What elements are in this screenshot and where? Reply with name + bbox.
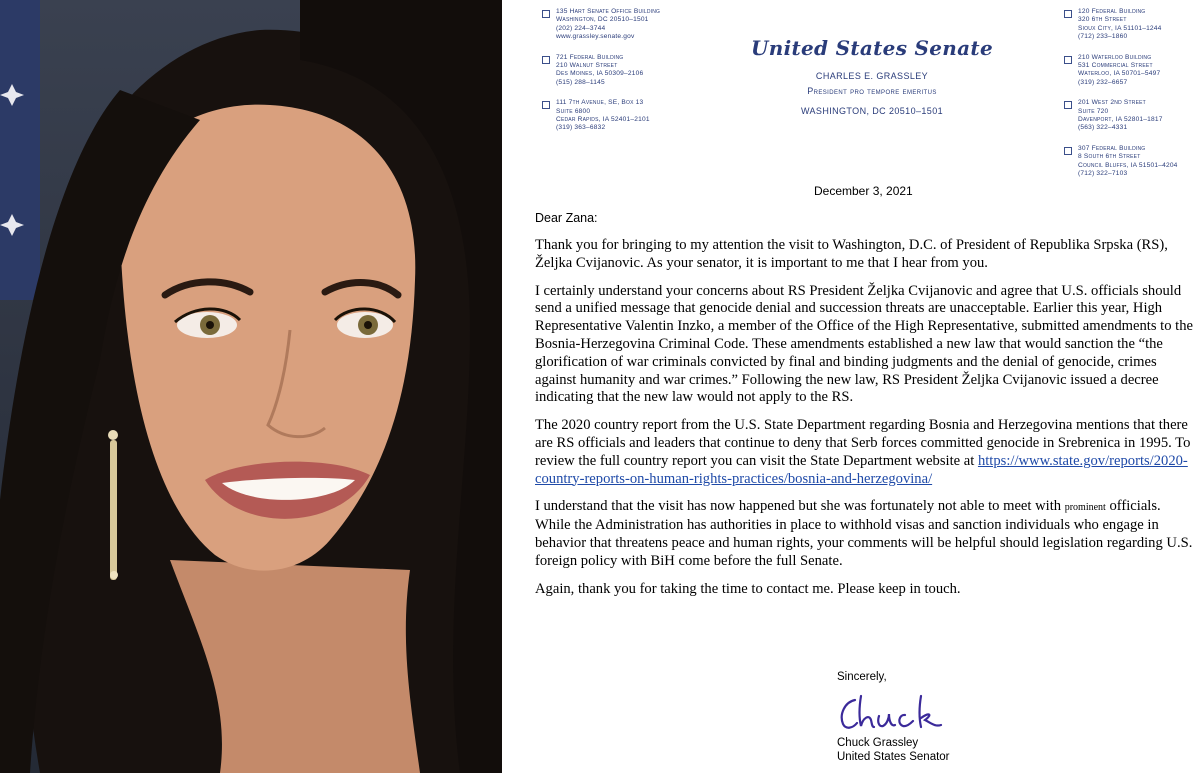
office-address: 120 Federal Building 320 6th Street Sioux City, IA 51101–1244 (712) 233–1860 (1064, 8, 1178, 42)
portrait-illustration (0, 0, 502, 773)
office-address: 210 Waterloo Building 531 Commercial Street Waterloo, IA 50701–5497 (319) 232–6657 (1064, 54, 1178, 88)
office-list-left (542, 8, 660, 145)
signature (837, 690, 947, 734)
senate-location: WASHINGTON, DC 20510–1501 (800, 106, 944, 116)
letterhead (722, 36, 1022, 118)
office-address: 721 Federal Building 210 Walnut Street Des Moines, IA 50309–2106 (515) 288–1145 (542, 54, 660, 88)
office-address: 135 Hart Senate Office Building Washington, DC 20510–1501 (202) 224–3744 www.grassley.senate.gov (542, 8, 660, 42)
letter-date: December 3, 2021 (814, 184, 913, 198)
paragraph: The 2020 country report from the U.S. State Department regarding Bosnia and Herzegovina mentions that there are RS officials and leaders that continue to deny that Serb forces committed genocide in Srebrenica in 1995. To review the full country report you can visit the State Department website at https://www.state.gov/reports/2020-country-reports-on-human-rights-practices/bosnia-and-herzegovina/ (535, 417, 1191, 487)
senate-letter (502, 0, 1200, 773)
flag-background (0, 0, 40, 300)
checkbox-icon (542, 56, 550, 64)
paragraph: I understand that the visit has now happened but she was fortunately not able to meet with prominent officials. While the Administration has authorities in place to withhold visas and sanction individuals who engage in behavior that threatens peace and human rights, your comments will be helpful should legislation regarding U.S. foreign policy with BiH come before the full Senate. (535, 498, 1193, 569)
signer-name: Chuck Grassley (837, 737, 919, 749)
state-department-link[interactable]: https://www.state.gov/reports/2020-country-reports-on-human-rights-practices/bosnia-and-herzegovina/ (535, 452, 1188, 487)
senator-name: CHARLES E. GRASSLEY (815, 71, 929, 81)
checkbox-icon (1064, 10, 1072, 18)
office-address: 201 West 2nd Street Suite 720 Davenport, IA 52801–1817 (563) 322–4331 (1064, 99, 1178, 133)
paragraph: I certainly understand your concerns about RS President Željka Cvijanovic and agree that U.S. officials should send a unified message that genocide denial and succession threats are unacceptable. Earlier this year, High Representative Valentin Inzko, a member of the Office of the High Representative, submitted amendments to the Bosnia-Herzegovina Criminal Code. These amendments established a new law that would sanction the “the glorification of war criminals convicted by final and binding judgments and the denial of genocide, crimes against humanity and war crimes.” Following the new law, RS President Željka Cvijanovic issued a decree indicating that the new law would not apply to the RS. (535, 282, 1194, 406)
checkbox-icon (1064, 56, 1072, 64)
portrait-photo (0, 0, 502, 773)
checkbox-icon (1064, 101, 1072, 109)
paragraph: Thank you for bringing to my attention the visit to Washington, D.C. of President of Republika Srpska (RS), Željka Cvijanovic. As your senator, it is important to me that I hear from you. (535, 237, 1168, 271)
checkbox-icon (542, 10, 550, 18)
valediction: Sincerely, (837, 671, 887, 683)
senator-position: President pro tempore emeritus (807, 86, 937, 96)
letter-body (535, 237, 1197, 608)
paragraph: Again, thank you for taking the time to contact me. Please keep in touch. (535, 580, 961, 597)
office-address: 111 7th Avenue, SE, Box 13 Suite 6800 Cedar Rapids, IA 52401–2101 (319) 363–6832 (542, 99, 660, 133)
letterhead-title: United States Senate (751, 36, 993, 60)
signer-title: United States Senator (837, 751, 950, 763)
checkbox-icon (542, 101, 550, 109)
checkbox-icon (1064, 147, 1072, 155)
office-address: 307 Federal Building 8 South 6th Street Council Bluffs, IA 51501–4204 (712) 322–7103 (1064, 145, 1178, 179)
letter-closing (837, 670, 950, 764)
salutation: Dear Zana: (535, 211, 598, 225)
office-list-right (1064, 8, 1178, 191)
